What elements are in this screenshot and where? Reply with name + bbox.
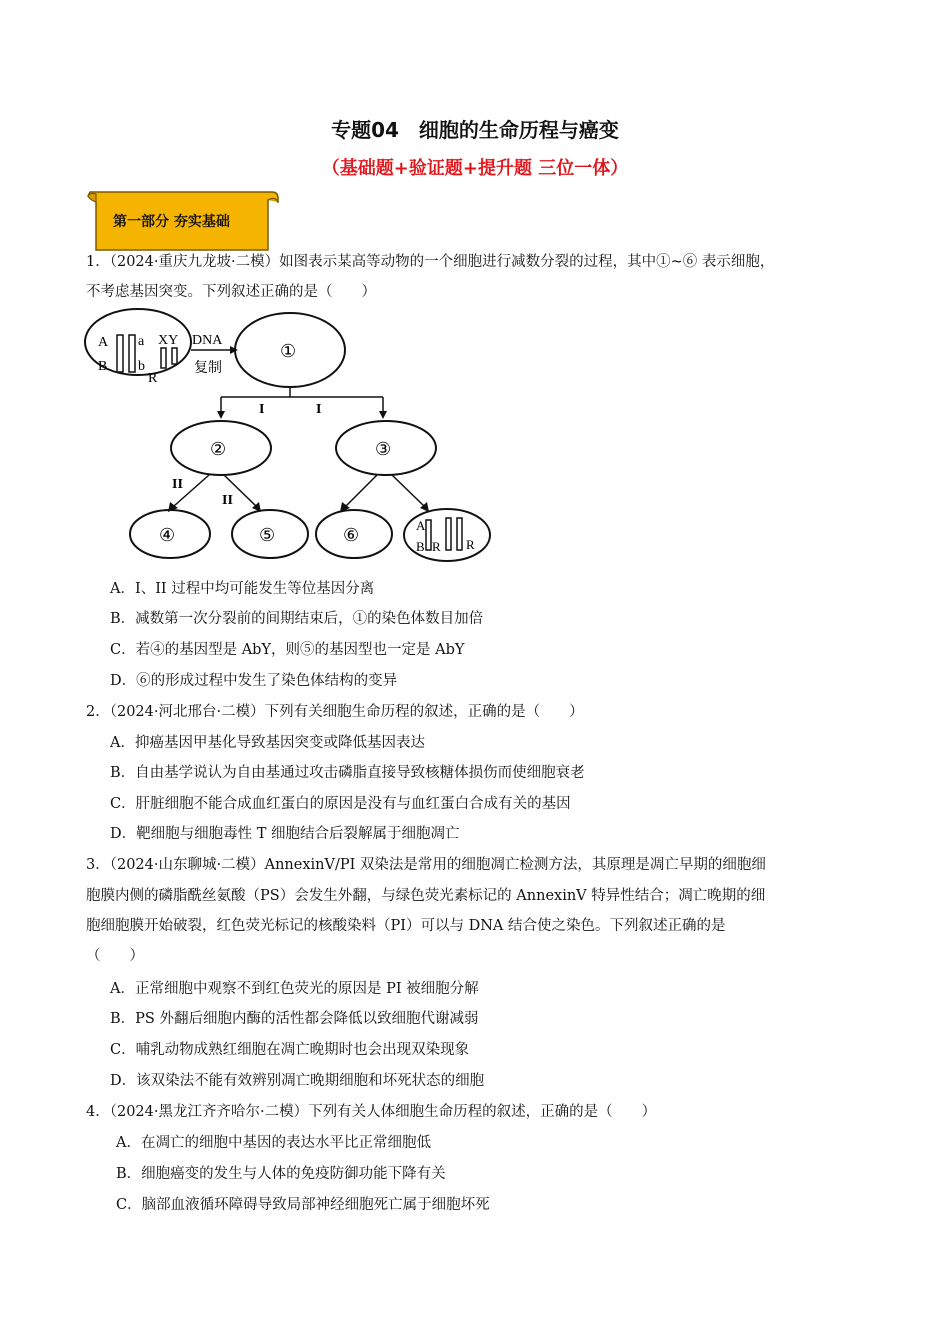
stage-ii-right: II (222, 493, 233, 508)
stage-i-right: I (316, 402, 322, 417)
question-3-line-2: 胞膜内侧的磷脂酰丝氨酸（PS）会发生外翻，与绿色荧光素标记的 AnnexinV 特异性结合；凋亡晚期的细 (86, 888, 766, 904)
cell-1-label: ① (280, 341, 297, 362)
question-1-option-d[interactable]: D．⑥的形成过程中发生了染色体结构的变异 (110, 673, 398, 689)
question-3-line-4: （ ） (86, 948, 144, 964)
question-2-option-b[interactable]: B．自由基学说认为自由基通过攻击磷脂直接导致核糖体损伤而使细胞衰老 (110, 765, 585, 781)
question-3-line-3: 胞细胞膜开始破裂，红色荧光标记的核酸染料（PI）可以与 DNA 结合使之染色。下列叙述正确的是 (86, 918, 726, 934)
cell-5-label: ⑤ (259, 525, 276, 546)
question-3-option-d[interactable]: D．该双染法不能有效辨别凋亡晚期细胞和坏死状态的细胞 (110, 1073, 485, 1089)
sex-chromosome-label: XY (158, 333, 179, 348)
cell-6-label: ⑥ (343, 525, 360, 546)
question-4-option-a[interactable]: A．在凋亡的细胞中基因的表达水平比正常细胞低 (116, 1135, 431, 1151)
question-1-option-c[interactable]: C．若④的基因型是 AbY，则⑤的基因型也一定是 AbY (110, 642, 465, 658)
cell-7-gene-b: B (416, 539, 425, 554)
question-1-line-2: 不考虑基因突变。下列叙述正确的是（ ） (86, 284, 376, 300)
cell-2-label: ② (210, 439, 227, 460)
question-1-option-b[interactable]: B．减数第一次分裂前的间期结束后，①的染色体数目加倍 (110, 611, 484, 627)
question-3-line-1: 3．（2024·山东聊城·二模）AnnexinV/PI 双染法是常用的细胞凋亡检测方法，其原理是凋亡早期的细胞细 (86, 857, 766, 873)
cell-7-gene-r1: R (432, 539, 441, 554)
gene-a-upper: A (98, 335, 109, 350)
meiosis-diagram (84, 300, 504, 565)
gene-b-upper: B (98, 359, 108, 374)
question-4-option-c[interactable]: C．脑部血液循环障碍导致局部神经细胞死亡属于细胞坏死 (116, 1197, 490, 1213)
arrow-label-dna: DNA (192, 333, 223, 348)
question-4-stem: 4．（2024·黑龙江齐齐哈尔·二模）下列有关人体细胞生命历程的叙述，正确的是（ ） (86, 1104, 657, 1120)
question-2-option-d[interactable]: D．靶细胞与细胞毒性 T 细胞结合后裂解属于细胞凋亡 (110, 826, 460, 842)
question-1-line-1: 1．（2024·重庆九龙坡·二模）如图表示某高等动物的一个细胞进行减数分裂的过程，其中①~⑥ 表示细胞， (86, 254, 775, 270)
question-1-option-a[interactable]: A．I、II 过程中均可能发生等位基因分离 (110, 581, 375, 597)
question-3-option-c[interactable]: C．哺乳动物成熟红细胞在凋亡晚期时也会出现双染现象 (110, 1042, 470, 1058)
stage-i-left: I (259, 402, 265, 417)
page-title: 专题04 细胞的生命历程与癌变 (331, 118, 619, 142)
cell-4-label: ④ (159, 525, 176, 546)
gene-r-label: R (148, 371, 158, 386)
section-banner-label: 第一部分 夯实基础 (113, 214, 230, 230)
page-subtitle: （基础题+验证题+提升题 三位一体） (321, 158, 629, 179)
cell-7-gene-r2: R (466, 537, 475, 552)
arrow-label-copy: 复制 (194, 360, 222, 376)
stage-ii-left: II (172, 477, 183, 492)
gene-b-lower: b (138, 359, 145, 374)
question-2-stem: 2．（2024·河北邢台·二模）下列有关细胞生命历程的叙述，正确的是（ ） (86, 704, 584, 720)
cell-7-gene-a: A (416, 518, 426, 533)
question-3-option-a[interactable]: A．正常细胞中观察不到红色荧光的原因是 PI 被细胞分解 (110, 981, 479, 997)
question-2-option-a[interactable]: A．抑癌基因甲基化导致基因突变或降低基因表达 (110, 735, 425, 751)
question-2-option-c[interactable]: C．肝脏细胞不能合成血红蛋白的原因是没有与血红蛋白合成有关的基因 (110, 796, 571, 812)
gene-a-lower: a (138, 334, 145, 349)
cell-3-label: ③ (375, 439, 392, 460)
question-3-option-b[interactable]: B．PS 外翻后细胞内酶的活性都会降低以致细胞代谢减弱 (110, 1011, 479, 1027)
question-4-option-b[interactable]: B．细胞癌变的发生与人体的免疫防御功能下降有关 (116, 1166, 446, 1182)
